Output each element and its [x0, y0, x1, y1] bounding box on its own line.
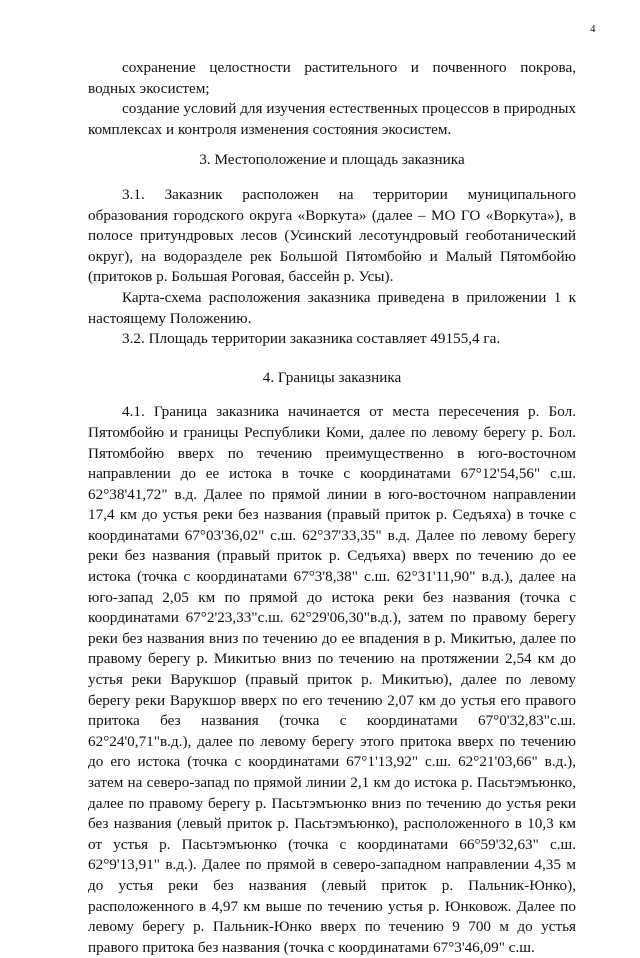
section-3-heading: 3. Местоположение и площадь заказника — [199, 151, 465, 169]
paragraph-3-1-location: 3.1. Заказник расположен на территории муниципального образования городского округа «Воркута» (далее – МО ГО «Воркута»), в полосе притундровых лесов (Усинский лесотундровый геоботанический округ), на водоразделе рек Большой Пятомбойю и Малый Пятомбойю (притоков р. Большая Роговая, бассейн р. Усы). — [88, 185, 576, 286]
paragraph-3-2-area: 3.2. Площадь территории заказника составляет 49155,4 га. — [122, 330, 501, 348]
paragraph-map-reference: Карта-схема расположения заказника приведена в приложении 1 к настоящему Положению. — [88, 288, 576, 327]
paragraph-ecosystem-preservation: сохранение целостности растительного и почвенного покрова, водных экосистем; — [88, 59, 576, 97]
page-number: 4 — [590, 23, 596, 35]
section-4-heading: 4. Границы заказника — [262, 368, 402, 386]
paragraph-research-conditions: создание условий для изучения естественных процессов в природных комплексах и контроля изменения состояния экосистем. — [88, 100, 576, 138]
document-body — [88, 58, 576, 958]
paragraph-4-1-boundaries: 4.1. Граница заказника начинается от места пересечения р. Бол. Пятомбойю и границы Республики Коми, далее по левому берегу р. Бол. Пятомбойю вверх по течению преимущественно в юго-восточном направлении до ее истока в точке с координатами 67°12'54,56" с.ш. 62°38'41,72" в.д. Далее по прямой линии в юго-восточном направлении 17,4 км до устья реки без названия (правый приток р. Седъяха) в точке с координатами 67°03'36,02" с.ш. 62°37'33,35" в.д. Далее по левому берегу реки без названия (правый приток р. Седъяха) вверх по течению до ее истока (точка с координатами 67°3'8,38" с.ш. 62°31'11,90" в.д.), далее на юго-запад 2,05 км по прямой до истока реки без названия (точка с координатами 67°2'23,33"с.ш. 62°29'06,30"в.д.), затем по правому берегу реки без названия вниз по течению до ее впадения в р. Микитью, далее по правому берегу р. Микитью вниз по течению на протяжении 2,54 км до устья реки Варукшор (правый приток р. Микитью), далее по левому берегу реки Варукшор вверх по его течению 2,07 км до устья его правого притока без названия (точка с координатами 67°0'32,83"с.ш. 62°24'0,71"в.д.), далее по левому берегу этого притока вверх по течению до его истока (точка с координатами 67°1'13,92" с.ш. 62°21'03,66" в.д.), затем на северо-запад по прямой линии 2,1 км до истока р. Пасьтэмъюнко, далее по правому берегу р. Пасьтэмъюнко вниз по течению до устья реки без названия (левый приток р. Пасьтэмъюнко), расположенного в 10,3 км от устья р. Пасьтэмъюнко (точка с координатами 66°59'32,63" с.ш. 62°9'13,91" в.д.). Далее по прямой в северо-западном направлении 4,35 м до устья реки без названия (левый приток р. Пальник-Юнко), расположенного в 4,97 км выше по течению устья р. Юнковож. Далее по левому берегу р. Пальник-Юнко вверх по течению 9 700 м до устья правого притока без названия (точка с координатами 67°3'46,09" с.ш. — [88, 403, 576, 956]
